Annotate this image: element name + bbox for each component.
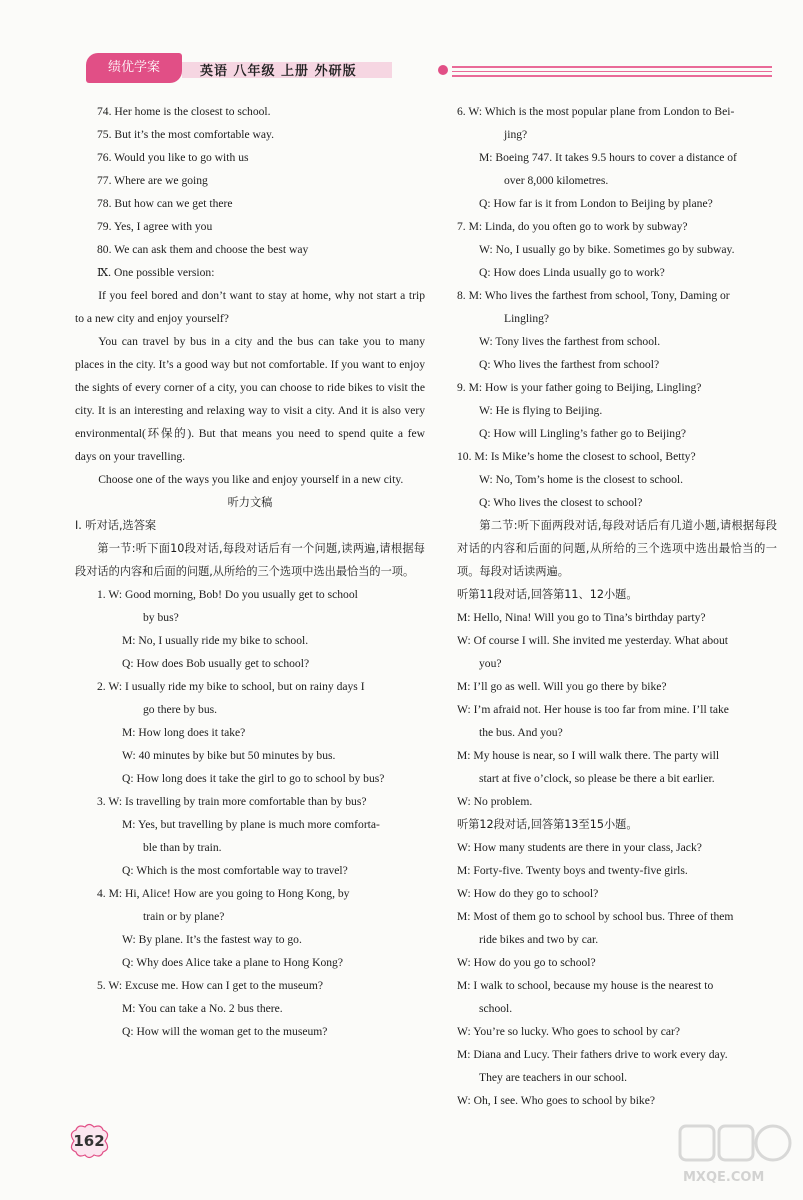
text-line: W: How do they go to school?: [457, 887, 599, 900]
text-line: Q: How will the woman get to the museum?: [122, 1025, 328, 1038]
text-line: start at five o’clock, so please be there a bit earlier.: [479, 772, 715, 785]
text-line: M: Most of them go to school by school bus. Three of them: [457, 910, 734, 923]
text-line: 9. M: How is your father going to Beijing, Lingling?: [457, 381, 702, 394]
right-column: [457, 100, 777, 1112]
text-line: Q: Who lives the closest to school?: [479, 496, 643, 509]
text-line: Q: Why does Alice take a plane to Hong Kong?: [122, 956, 343, 969]
text-line: by bus?: [143, 611, 179, 624]
text-line: jing?: [504, 128, 528, 141]
text-line: M: I’ll go as well. Will you go there by bike?: [457, 680, 667, 693]
text-line: 第一节:听下面10段对话,每段对话后有一个问题,读两遍,请根据每段对话的内容和后面的问题,从所给的三个选项中选出最恰当的一项。: [75, 542, 425, 578]
text-line: 76. Would you like to go with us: [97, 151, 249, 164]
watermark-logo-icon: [675, 1120, 795, 1170]
text-line: 2. W: I usually ride my bike to school, but on rainy days I: [97, 680, 365, 693]
text-line: W: No, I usually go by bike. Sometimes go by subway.: [479, 243, 735, 256]
text-line: W: Tony lives the farthest from school.: [479, 335, 661, 348]
text-line: 6. W: Which is the most popular plane from London to Bei-: [457, 105, 735, 118]
text-line: W: You’re so lucky. Who goes to school by car?: [457, 1025, 681, 1038]
text-line: W: 40 minutes by bike but 50 minutes by bus.: [122, 749, 336, 762]
text-line: 7. M: Linda, do you often go to work by subway?: [457, 220, 688, 233]
header-rule: [452, 71, 772, 72]
watermark-text: MXQE.COM: [683, 1170, 765, 1185]
text-line: Q: Which is the most comfortable way to travel?: [122, 864, 348, 877]
text-line: W: I’m afraid not. Her house is too far from mine. I’ll take: [457, 703, 729, 716]
text-line: 听力文稿: [227, 496, 273, 509]
text-line: W: No problem.: [457, 795, 533, 808]
text-line: They are teachers in our school.: [479, 1071, 628, 1084]
text-line: Q: How far is it from London to Beijing by plane?: [479, 197, 713, 210]
text-line: Q: How does Linda usually go to work?: [479, 266, 665, 279]
text-line: W: He is flying to Beijing.: [479, 404, 603, 417]
page-number-badge: [66, 1123, 112, 1159]
text-line: Q: How does Bob usually get to school?: [122, 657, 310, 670]
text-line: 第二节:听下面两段对话,每段对话后有几道小题,请根据每段对话的内容和后面的问题,从所给的三个选项中选出最恰当的一项。每段对话读两遍。: [457, 519, 777, 578]
text-line: W: How do you go to school?: [457, 956, 596, 969]
text-line: M: Boeing 747. It takes 9.5 hours to cover a distance of: [479, 151, 737, 164]
text-line: W: No, Tom’s home is the closest to school.: [479, 473, 683, 486]
text-line: W: How many students are there in your class, Jack?: [457, 841, 702, 854]
text-line: ble than by train.: [143, 841, 222, 854]
text-line: 8. M: Who lives the farthest from school, Tony, Daming or: [457, 289, 730, 302]
text-line: M: No, I usually ride my bike to school.: [122, 634, 309, 647]
watermark: [675, 1120, 795, 1190]
text-line: If you feel bored and don’t want to stay at home, why not start a trip to a new city and enjoy yourself?: [75, 289, 425, 325]
text-line: train or by plane?: [143, 910, 225, 923]
text-line: You can travel by bus in a city and the bus can take you to many places in the city. It’s a good way but not comfortable. If you want to enjoy the sights of every corner of a city, you can choose to ride bikes to visit the city. It is an interesting and relaxing way to visit a city. And it is also very environmental(环保的). But that means you need to spend quite a few days on your travelling.: [75, 335, 425, 463]
header-rule: [452, 66, 772, 68]
text-line: 77. Where are we going: [97, 174, 208, 187]
text-line: Choose one of the ways you like and enjoy yourself in a new city.: [98, 473, 404, 486]
text-line: ride bikes and two by car.: [479, 933, 599, 946]
text-line: M: I walk to school, because my house is the nearest to: [457, 979, 714, 992]
text-line: Ⅰ. 听对话,选答案: [75, 519, 157, 532]
text-line: 79. Yes, I agree with you: [97, 220, 213, 233]
text-line: 74. Her home is the closest to school.: [97, 105, 271, 118]
text-line: school.: [479, 1002, 513, 1015]
text-line: W: Oh, I see. Who goes to school by bike?: [457, 1094, 656, 1107]
text-line: Q: Who lives the farthest from school?: [479, 358, 660, 371]
text-line: M: How long does it take?: [122, 726, 246, 739]
text-line: W: By plane. It’s the fastest way to go.: [122, 933, 302, 946]
text-line: 3. W: Is travelling by train more comfortable than by bus?: [97, 795, 367, 808]
left-column: [75, 100, 425, 1043]
page-header: [0, 0, 803, 100]
text-line: 78. But how can we get there: [97, 197, 233, 210]
text-line: 75. But it’s the most comfortable way.: [97, 128, 274, 141]
text-line: Lingling?: [504, 312, 550, 325]
text-line: Ⅸ. One possible version:: [97, 266, 215, 279]
text-line: 80. We can ask them and choose the best way: [97, 243, 309, 256]
text-line: M: My house is near, so I will walk there. The party will: [457, 749, 720, 762]
series-badge: 绩优学案: [86, 53, 182, 83]
text-line: M: Diana and Lucy. Their fathers drive to work every day.: [457, 1048, 728, 1061]
text-line: the bus. And you?: [479, 726, 563, 739]
text-line: over 8,000 kilometres.: [504, 174, 609, 187]
text-line: you?: [479, 657, 502, 670]
text-line: Q: How long does it take the girl to go to school by bus?: [122, 772, 385, 785]
header-dot: [438, 65, 448, 75]
text-line: 听第12段对话,回答第13至15小题。: [457, 818, 638, 831]
header-rule: [452, 75, 772, 77]
text-line: go there by bus.: [143, 703, 218, 716]
text-line: W: Of course I will. She invited me yesterday. What about: [457, 634, 728, 647]
page-number: 162: [73, 1132, 105, 1150]
text-line: 4. M: Hi, Alice! How are you going to Hong Kong, by: [97, 887, 350, 900]
text-line: 10. M: Is Mike’s home the closest to school, Betty?: [457, 450, 696, 463]
text-line: 听第11段对话,回答第11、12小题。: [457, 588, 638, 601]
text-line: M: Forty-five. Twenty boys and twenty-five girls.: [457, 864, 688, 877]
book-subtitle: 英语 八年级 上册 外研版: [200, 64, 357, 79]
text-line: M: Hello, Nina! Will you go to Tina’s birthday party?: [457, 611, 706, 624]
text-line: M: Yes, but travelling by plane is much more comforta-: [122, 818, 380, 831]
text-line: M: You can take a No. 2 bus there.: [122, 1002, 283, 1015]
text-line: 5. W: Excuse me. How can I get to the museum?: [97, 979, 324, 992]
text-line: Q: How will Lingling’s father go to Beijing?: [479, 427, 687, 440]
text-line: 1. W: Good morning, Bob! Do you usually get to school: [97, 588, 358, 601]
